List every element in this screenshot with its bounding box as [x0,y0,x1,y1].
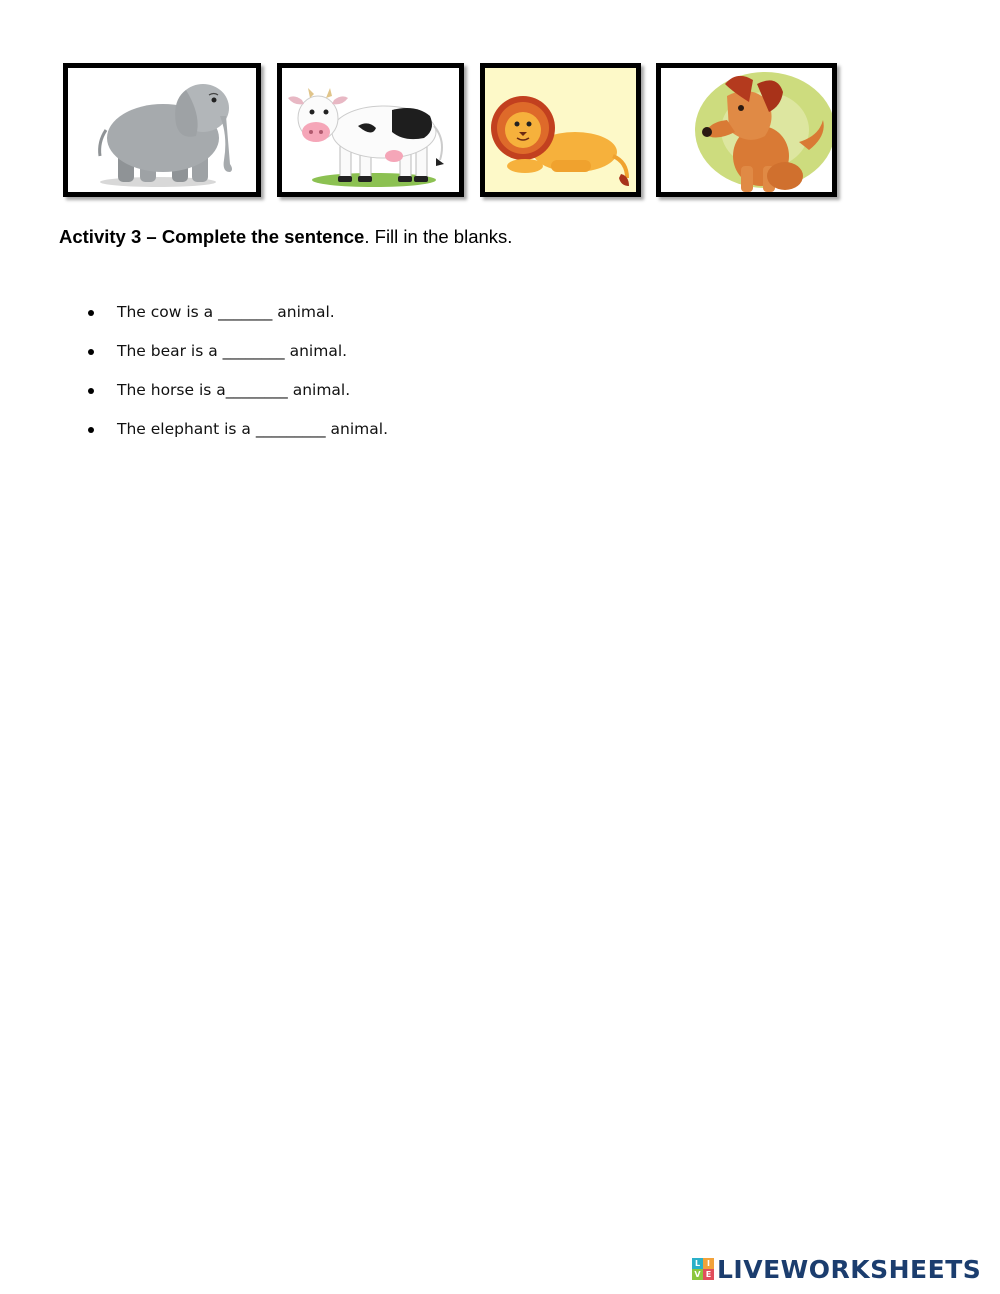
sentence-text: The horse is a________ animal. [117,381,351,399]
activity-title-instruction: . Fill in the blanks. [364,226,513,247]
sentence-item [88,339,348,378]
dog-picture [656,63,837,197]
sentence-list [88,300,388,456]
cow-picture [277,63,464,197]
logo-tile: I [703,1258,714,1269]
logo-text: LIVEWORKSHEETS [717,1254,982,1284]
bullet-icon [88,427,94,433]
activity-title-bold: Activity 3 – Complete the sentence [59,226,365,247]
dog-illustration [661,68,832,192]
liveworksheets-logo [692,1254,981,1284]
logo-tiles-icon [692,1258,714,1280]
sentence-item [88,378,351,417]
sentence-item [88,417,388,456]
logo-tile: V [692,1269,703,1280]
bullet-icon [88,388,94,394]
cow-illustration [282,68,459,192]
bullet-icon [88,310,94,316]
sentence-item [88,300,335,339]
elephant-illustration [68,68,256,192]
sentence-text: The elephant is a _________ animal. [117,420,388,438]
lion-picture [480,63,641,197]
elephant-picture [63,63,261,197]
activity-title [59,226,512,248]
sentence-text: The cow is a _______ animal. [117,303,335,321]
sentence-text: The bear is a ________ animal. [117,342,348,360]
bullet-icon [88,349,94,355]
logo-tile: L [692,1258,703,1269]
logo-tile: E [703,1269,714,1280]
lion-illustration [485,68,636,192]
